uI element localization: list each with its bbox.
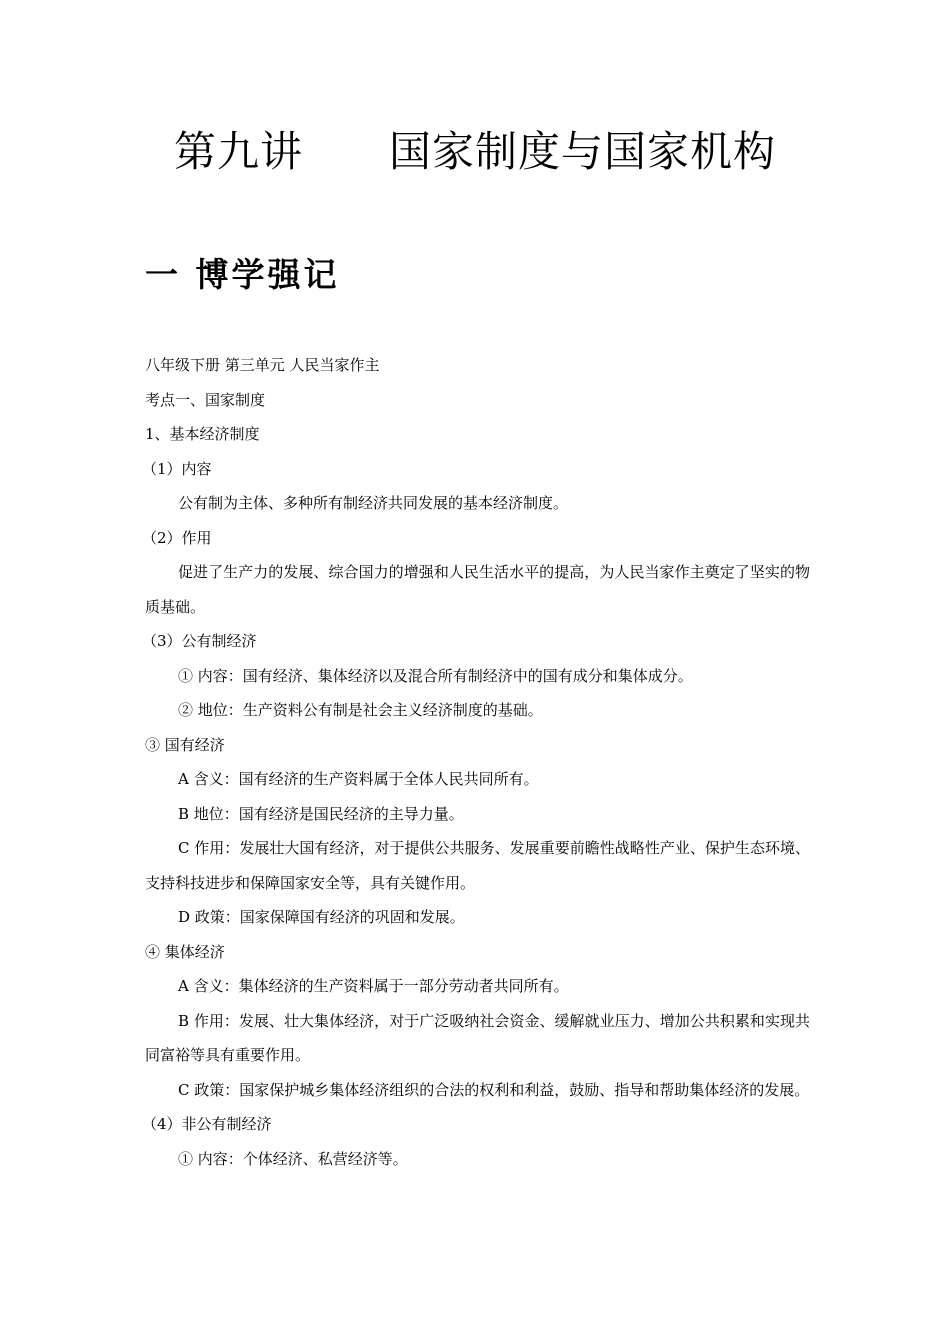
- paragraph: B 地位：国有经济是国民经济的主导力量。: [178, 804, 464, 823]
- document-body: [142, 348, 810, 1176]
- paragraph: D 政策：国家保障国有经济的巩固和发展。: [178, 908, 465, 926]
- paragraph: C 政策：国家保护城乡集体经济组织的合法的权利和利益，鼓励、指导和帮助集体经济的发展。: [178, 1080, 810, 1099]
- paragraph: A 含义：集体经济的生产资料属于一部分劳动者共同所有。: [178, 977, 569, 995]
- paragraph: B 作用：发展、壮大集体经济，对于广泛吸纳社会资金、缓解就业压力、增加公共积累和实现共同富裕等具有重要作用。: [145, 1011, 810, 1064]
- unit-line: 八年级下册 第三单元 人民当家作主: [145, 356, 380, 374]
- exam-point-heading: 考点一、国家制度: [145, 390, 266, 409]
- subitem-heading: （2）作用: [142, 528, 212, 547]
- subitem-heading: （1）内容: [142, 459, 212, 478]
- page-title: 第九讲 国家制度与国家机构: [173, 127, 777, 176]
- paragraph: C 作用：发展壮大国有经济，对于提供公共服务、发展重要前瞻性战略性产业、保护生态环境、支持科技进步和保障国家安全等，具有关键作用。: [145, 839, 810, 892]
- list-heading: ④ 集体经济: [145, 942, 225, 961]
- list-heading: ③ 国有经济: [145, 735, 225, 754]
- paragraph: 促进了生产力的发展、综合国力的增强和人民生活水平的提高，为人民当家作主奠定了坚实的物质基础。: [145, 563, 810, 616]
- paragraph: ① 内容：个体经济、私营经济等。: [178, 1149, 408, 1168]
- item-heading: 1、基本经济制度: [145, 425, 260, 443]
- paragraph: A 含义：国有经济的生产资料属于全体人民共同所有。: [178, 770, 539, 788]
- paragraph: ① 内容：国有经济、集体经济以及混合所有制经济中的国有成分和集体成分。: [178, 666, 693, 685]
- subitem-heading: （3）公有制经济: [142, 632, 257, 650]
- paragraph: ② 地位：生产资料公有制是社会主义经济制度的基础。: [178, 701, 543, 719]
- paragraph: 公有制为主体、多种所有制经济共同发展的基本经济制度。: [178, 494, 569, 512]
- subitem-heading: （4）非公有制经济: [142, 1115, 272, 1133]
- section-heading: 一 博学强记: [145, 255, 340, 294]
